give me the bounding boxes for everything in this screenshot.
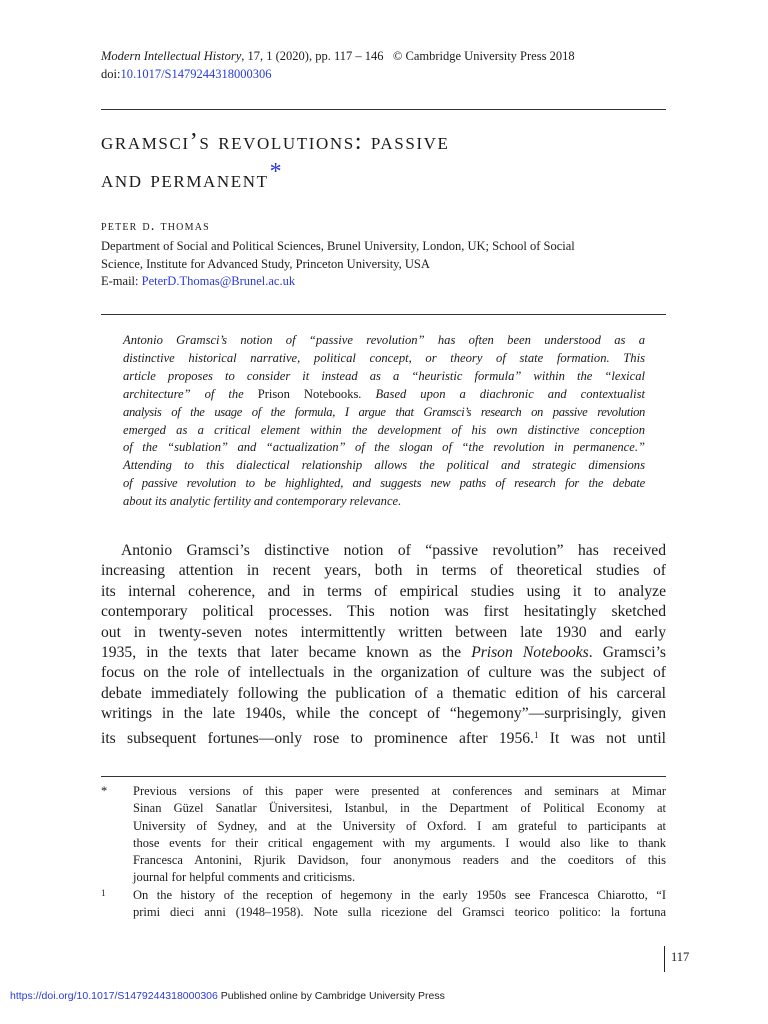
affiliation-line-1: Department of Social and Political Sciences, Brunel University, London, UK; School of Social xyxy=(101,239,575,253)
body-line: out in twenty-seven notes intermittently written between late 1930 and early xyxy=(101,623,666,641)
body-text-segment: It was not until xyxy=(538,729,666,747)
body-text-segment: . Gramsci’s xyxy=(588,644,667,662)
footer-published-text: Published online by Cambridge University Press xyxy=(217,990,445,1002)
title-line-2-text: and permanent xyxy=(101,166,269,193)
body-line: Antonio Gramsci’s distinctive notion of “passive revolution” has received xyxy=(121,542,666,559)
body-text xyxy=(101,541,666,749)
abstract-line xyxy=(123,386,645,404)
abstract-text: architecture” of the xyxy=(123,386,258,401)
affiliation-line-2: Science, Institute for Advanced Study, Princeton University, USA xyxy=(101,256,430,271)
footnote-line: those events for their critical engagement with my arguments. I would also like to thank xyxy=(133,835,666,850)
footnote-1-mark: 1 xyxy=(101,887,106,898)
footnote-line: journal for helpful comments and criticisms. xyxy=(133,870,356,885)
footnote-line: Francesca Antonini, Rjurik Davidson, four anonymous readers and the coeditors of this xyxy=(133,853,666,868)
page-number: 117 xyxy=(671,950,690,964)
doi-line xyxy=(101,65,575,83)
doi-link[interactable]: 10.1017/S1479244318000306 xyxy=(120,67,272,81)
abstract-line: article proposes to consider it instead as a “heuristic formula” within the “lexical xyxy=(123,368,645,383)
download-footer xyxy=(10,990,445,1002)
footnote-line: Previous versions of this paper were presented at conferences and seminars at Mimar xyxy=(133,784,666,798)
abstract-rule xyxy=(101,314,666,315)
citation-details: , 17, 1 (2020), pp. 117 – 146 xyxy=(241,49,384,63)
footer-doi-link[interactable]: https://doi.org/10.1017/S1479244318000306 xyxy=(10,990,218,1002)
footnote-rule xyxy=(101,776,666,777)
author-name: peter d. thomas xyxy=(101,218,210,234)
author-affiliation xyxy=(101,238,666,291)
title-line-1: gramsci’s revolutions: passive xyxy=(101,128,450,155)
email-line xyxy=(101,273,666,291)
body-line: writings in the late 1940s, while the concept of “hegemony”—surprisingly, given xyxy=(101,705,666,723)
journal-name: Modern Intellectual History xyxy=(101,49,242,63)
footnote-star-mark: * xyxy=(101,784,108,798)
body-line: focus on the role of intellectuals in the organization of culture was the subject of xyxy=(101,664,666,682)
abstract-line: Antonio Gramsci’s notion of “passive revolution” has often been understood as a xyxy=(123,333,645,347)
journal-header xyxy=(101,47,575,83)
body-line: increasing attention in recent years, both in terms of theoretical studies of xyxy=(101,562,666,580)
body-line: debate immediately following the publication of a thematic edition of his carceral xyxy=(101,684,666,702)
email-link[interactable]: PeterD.Thomas@Brunel.ac.uk xyxy=(141,274,296,289)
body-text-segment: 1935, in the texts that later became known as the xyxy=(101,644,472,662)
body-text-segment: its subsequent fortunes—only rose to prominence after 1956. xyxy=(101,729,534,747)
footnote-line: Sinan Güzel Sanatlar Üniversitesi, Istanbul, in the Department of Political Economy at xyxy=(133,801,666,816)
header-rule xyxy=(101,109,666,110)
copyright: © Cambridge University Press 2018 xyxy=(392,49,575,63)
title-line-2 xyxy=(101,157,681,195)
abstract-text: . Based upon a diachronic and contextualist xyxy=(358,386,645,401)
footnote-line: University of Sydney, and at the University of Oxford. I am grateful to participants at xyxy=(133,818,666,833)
body-book-title: Prison Notebooks xyxy=(471,644,589,662)
footnote-ref-1[interactable]: 1 xyxy=(533,729,539,740)
abstract-line: of passive revolution to be highlighted, and suggests new paths of research for the debate xyxy=(123,476,645,491)
abstract-line: of the “sublation” and “actualization” of the slogan of “the revolution in permanence.” xyxy=(123,440,645,455)
body-line xyxy=(101,725,666,749)
footnote-star xyxy=(101,783,666,887)
title-footnote-star[interactable]: * xyxy=(269,159,284,185)
footnote-line: On the history of the reception of hegemony in the early 1950s see Francesca Chiarotto, “I xyxy=(133,887,666,902)
footnotes xyxy=(101,783,666,921)
page-number-bar xyxy=(664,946,665,972)
doi-label: doi: xyxy=(101,67,121,81)
body-line: contemporary political processes. This notion was first hesitatingly sketched xyxy=(101,603,666,621)
email-label: E-mail: xyxy=(101,274,142,289)
abstract-line: distinctive historical narrative, political concept, or theory of state formation. This xyxy=(123,350,645,365)
body-line xyxy=(101,643,666,663)
citation-line xyxy=(101,47,575,65)
body-line: its internal coherence, and in terms of empirical studies using it to analyze xyxy=(101,582,666,600)
article-title xyxy=(101,126,681,195)
abstract-line: emerged as a critical element within the development of his own distinctive conception xyxy=(123,422,645,437)
footnote-1 xyxy=(101,887,666,922)
abstract-line: Attending to this dialectical relationship allows the political and strategic dimensions xyxy=(123,458,645,473)
abstract-book-title: Prison Notebooks xyxy=(257,386,359,401)
abstract-line: analysis of the usage of the formula, I argue that Gramsci’s research on passive revolution xyxy=(123,404,645,419)
footnote-line: primi dieci anni (1948–1958). Note sulla ricezione del Gramsci teorico politico: la fortuna xyxy=(133,905,666,920)
abstract-line: about its analytic fertility and contemporary relevance. xyxy=(123,494,402,509)
abstract xyxy=(123,332,645,511)
